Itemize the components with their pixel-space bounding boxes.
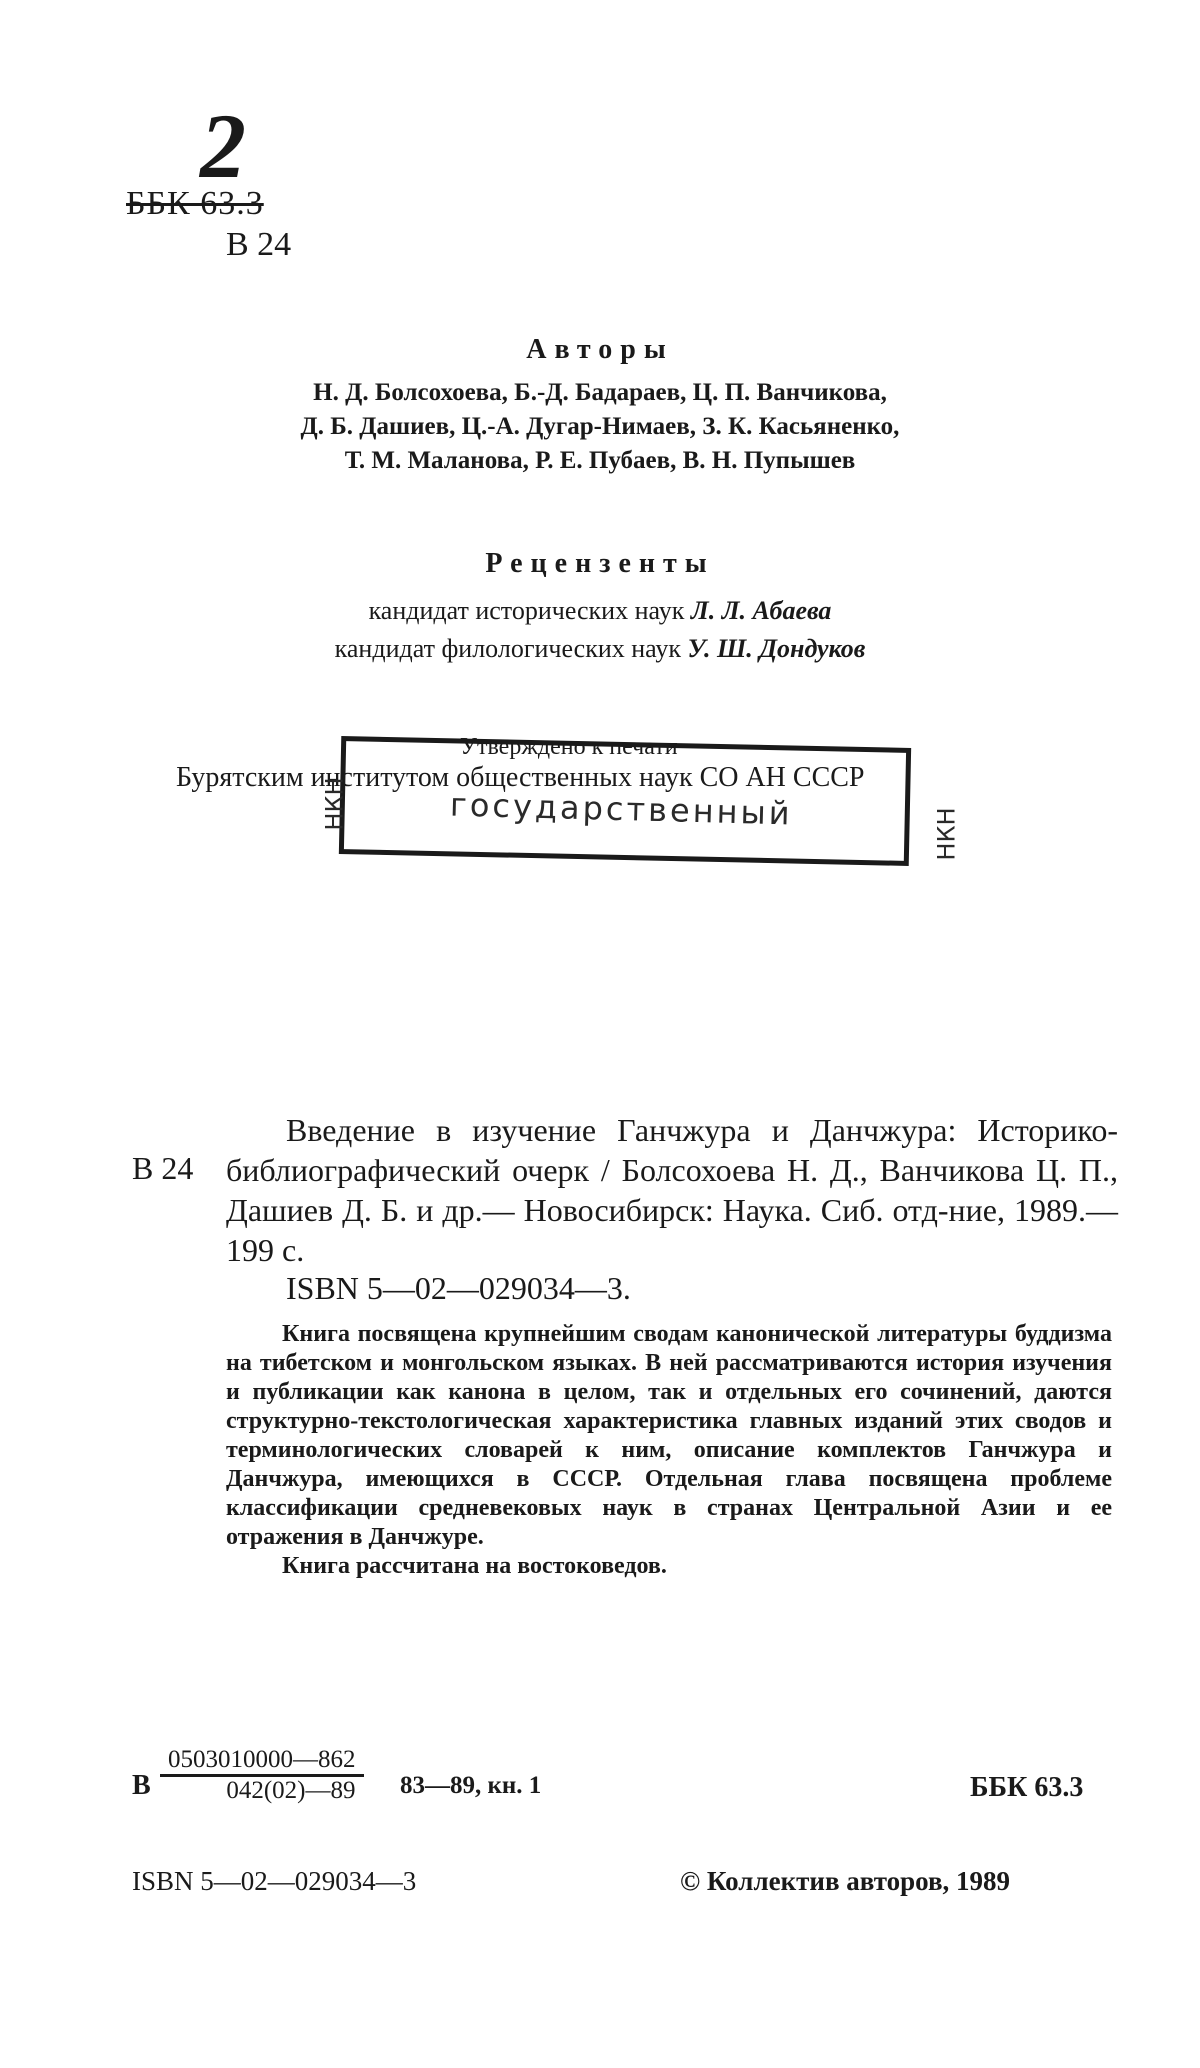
fraction-numerator: 0503010000—862 (160, 1746, 364, 1777)
approval-top: Утверждено к печати (460, 734, 678, 760)
reviewer-line-1 (0, 592, 1200, 630)
reviewer-title: кандидат филологических наук (334, 634, 682, 663)
fraction-denominator: 042(02)—89 (226, 1777, 356, 1804)
authors-heading: Авторы (526, 334, 674, 365)
reviewer-line-2 (0, 630, 1200, 668)
footer-letter: В (132, 1770, 151, 1801)
bbk-struck-code: ББК 63.3 (126, 185, 264, 222)
reviewer-title: кандидат исторических наук (368, 596, 685, 625)
bibliographic-isbn: ISBN 5—02—029034—3. (286, 1270, 631, 1306)
annotation-paragraph: Книга посвящена крупнейшим сводам канонической литературы буддизма на тибетском и монгольском языках. В ней рассматриваются история изучения и публикации как канона в целом, так и отдельных его сочинений, даются структурно-текстологическая характеристика главных изданий этих сводов и терминологических словарей к ним, описание комплектов Ганчжура и Данчжура, имеющихся в СССР. Отдельная глава посвящена проблеме классификации средневековых наук в странах Центральной Азии и ее отражения в Данчжуре. (226, 1321, 1112, 1550)
footer-isbn: ISBN 5—02—029034—3 (132, 1866, 417, 1896)
reviewers-heading: Рецензенты (485, 548, 715, 579)
copyright: © Коллектив авторов, 1989 (680, 1866, 1011, 1896)
bibliographic-code: В 24 (132, 1150, 194, 1186)
authors-list (0, 376, 1200, 478)
stamp-side-right: НКН (932, 807, 961, 861)
footer-fraction (160, 1746, 364, 1805)
annotation (226, 1320, 1112, 1581)
annotation-paragraph: Книга рассчитана на востоковедов. (282, 1553, 667, 1579)
handwritten-number: 2 (200, 95, 246, 197)
reviewer-name: У. Ш. Дондуков (687, 634, 866, 663)
bibliographic-description (226, 1110, 1118, 1270)
bibliographic-text: Введение в изучение Ганчжура и Данчжура: Историко-библиографический очерк / Болсохоева Н. Д., Ванчикова Ц. П., Дашиев Д. Б. и др.— Новосибирск: Наука. Сиб. отд-ние, 1989.— 199 с. (226, 1112, 1118, 1268)
reviewer-name: Л. Л. Абаева (690, 596, 832, 625)
authors-line: Н. Д. Болсохоева, Б.-Д. Бадараев, Ц. П. Ванчикова, (313, 379, 887, 406)
footer-series: 83—89, кн. 1 (400, 1772, 542, 1799)
approval-main: Бурятским институтом общественных наук СО АН СССР (176, 762, 865, 793)
stamp-text: государственный (449, 785, 794, 833)
bbk-code: В 24 (226, 226, 292, 263)
authors-line: Т. М. Маланова, Р. Е. Пубаев, В. Н. Пупышев (344, 447, 856, 474)
authors-line: Д. Б. Дашиев, Ц.-А. Дугар-Нимаев, З. К. Касьяненко, (300, 413, 900, 440)
footer-bbk: ББК 63.3 (970, 1772, 1084, 1803)
stamp-side-left: НКН (320, 777, 349, 831)
